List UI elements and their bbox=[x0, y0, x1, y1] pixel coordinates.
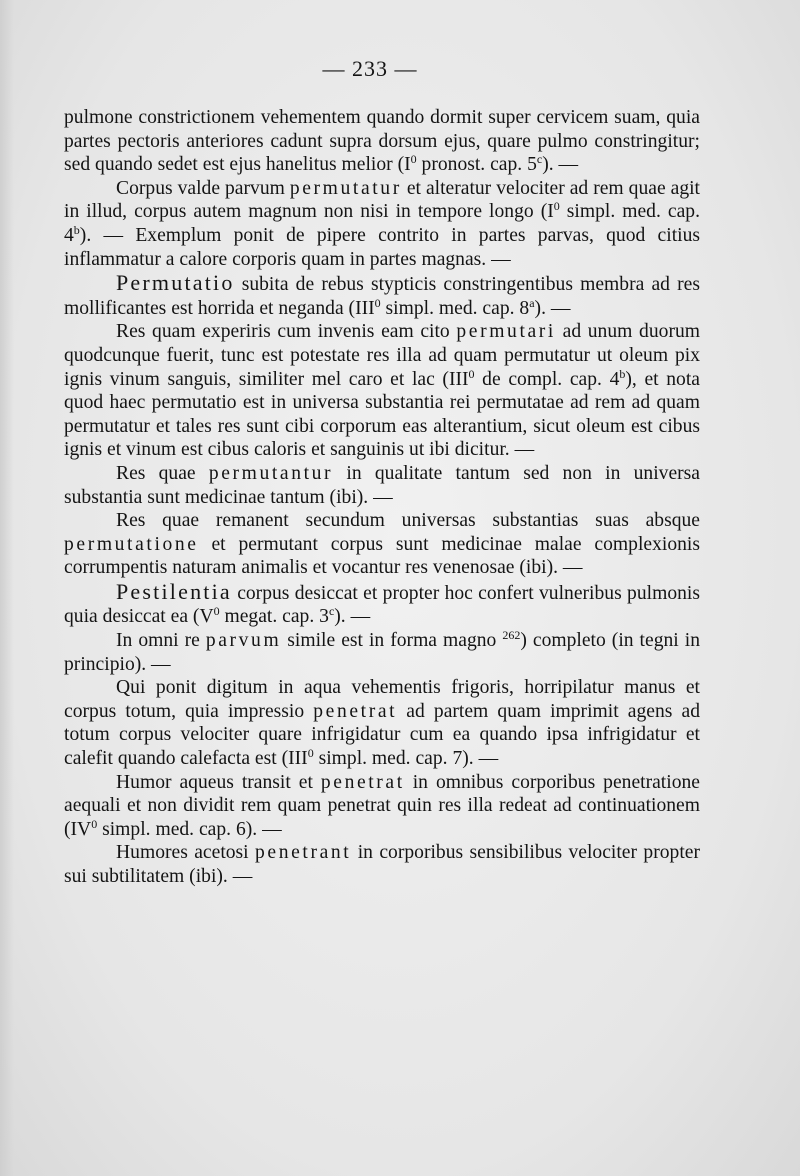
page-number: — 233 — bbox=[322, 56, 418, 81]
superscript: 0 bbox=[374, 295, 381, 310]
spaced-keyword: penetrat bbox=[313, 700, 398, 722]
superscript: c bbox=[328, 604, 335, 619]
text-run: et alteratur velociter ad rem quae agit in illud, corpus autem magnum non nisi in tempore longo (I bbox=[64, 177, 701, 223]
superscript: 0 bbox=[553, 199, 560, 214]
spaced-keyword: permutari bbox=[456, 321, 556, 343]
text-run: ad partem quam imprimit agens ad totum corpus velociter quare infrigidatur cum ea quando ipsa infrigidatur et calefit quando calefacta est (III bbox=[64, 700, 700, 770]
text-run: ). — Exemplum ponit de pipere contrito in partes parvas, quod citius inflammatur a calore corporis quam in partes magnas. — bbox=[64, 224, 700, 270]
paragraph bbox=[64, 580, 700, 629]
text-run: subita de rebus stypticis constringentibus membra ad res mollificantes est horrida et neganda (III bbox=[64, 274, 700, 319]
paragraph bbox=[64, 320, 700, 462]
spaced-keyword: parvum bbox=[205, 630, 282, 652]
paragraph bbox=[64, 841, 700, 888]
text-run: Qui ponit digitum in aqua vehementis frigoris, horripilatur manus et corpus totum, quia impressio bbox=[64, 677, 700, 722]
text-run: pronost. cap. 5 bbox=[416, 154, 537, 176]
text-run: et permutant corpus sunt medicinae malae complexionis corrumpentis naturam animalis et vocantur res venenosae (ibi). — bbox=[64, 533, 700, 579]
paragraph bbox=[64, 629, 700, 676]
text-run: simpl. med. cap. 6). — bbox=[97, 818, 282, 840]
spaced-keyword: Permutatio bbox=[116, 270, 235, 296]
paragraph bbox=[64, 509, 700, 580]
text-run: ). — bbox=[534, 297, 571, 319]
text-run: in corporibus sensibilibus velociter propter sui subtilitatem (ibi). — bbox=[64, 842, 700, 887]
paragraph bbox=[64, 771, 700, 842]
text-run: de compl. cap. 4 bbox=[474, 368, 620, 390]
superscript: b bbox=[619, 366, 626, 381]
text-run: simpl. med. cap. 4 bbox=[64, 201, 700, 246]
text-run: Res quae remanent secundum universas substantias suas absque bbox=[116, 510, 700, 532]
spaced-keyword: permutatur bbox=[289, 177, 402, 199]
text-run: Res quam experiris cum invenis eam cito bbox=[116, 321, 457, 343]
spaced-keyword: permutantur bbox=[208, 462, 334, 484]
text-run: ad unum duorum quodcunque fuerit, tunc est potestate res illa ad quam permutatur ut oleum pix ignis vinum sanguis, similiter mel caro et lac (III bbox=[64, 321, 701, 390]
text-run: ) completo (in tegni in principio). — bbox=[64, 630, 700, 675]
superscript: 0 bbox=[91, 816, 98, 831]
text-run: Res quae bbox=[116, 462, 209, 484]
spaced-keyword: Pestilentia bbox=[116, 578, 232, 604]
superscript: c bbox=[536, 152, 543, 167]
text-run: in qualitate tantum sed non in universa substantia sunt medicinae tantum (ibi). — bbox=[64, 462, 700, 508]
text-run: ), et nota quod haec permutatio est in universa substantia rei permutatae ad rem ad quam permutatur et tales res sunt cibi corporum eas alterantium, sicut oleum est cibus ignis et vinum est cibus caloris et sanguinis ut ibi dicitur. — bbox=[64, 368, 700, 461]
text-run: in omnibus corporibus penetratione aequali et non dividit rem quam penetrat quin res illa redeat ad continuationem (IV bbox=[64, 771, 700, 840]
text-run: corpus desiccat et propter hoc confert vulneribus pulmonis quia desiccat ea (V bbox=[64, 582, 700, 628]
superscript: 0 bbox=[410, 152, 417, 167]
paragraph bbox=[64, 271, 700, 320]
superscript: a bbox=[529, 295, 535, 310]
spaced-keyword: permutatione bbox=[64, 533, 199, 555]
text-run: In omni re bbox=[116, 630, 206, 652]
paragraph bbox=[64, 676, 700, 770]
text-run: simpl. med. cap. 8 bbox=[380, 297, 530, 319]
page-body-text bbox=[64, 106, 700, 889]
text-run: Humores acetosi bbox=[116, 842, 256, 864]
text-run: ). — bbox=[334, 606, 371, 628]
superscript: 0 bbox=[213, 604, 220, 619]
superscript: 0 bbox=[307, 746, 314, 761]
spaced-keyword: penetrant bbox=[255, 842, 352, 864]
paragraph bbox=[64, 177, 700, 271]
paragraph bbox=[64, 462, 700, 509]
text-run: ). — bbox=[542, 154, 579, 176]
text-run: Corpus valde parvum bbox=[116, 177, 290, 199]
superscript: 0 bbox=[468, 366, 475, 381]
superscript: 262 bbox=[502, 628, 521, 643]
text-run: simile est in forma magno bbox=[281, 630, 503, 652]
text-run: Humor aqueus transit et bbox=[116, 771, 321, 793]
paragraph bbox=[64, 106, 700, 177]
text-run: megat. cap. 3 bbox=[219, 606, 329, 628]
text-run: simpl. med. cap. 7). — bbox=[313, 748, 499, 770]
text-run: pulmone constrictionem vehementem quando dormit super cervicem suam, quia partes pectoris anteriores cadunt supra dorsum ejus, quare pulmo constringitur; sed quando sedet est ejus hanelitus melior (I bbox=[64, 107, 700, 176]
superscript: b bbox=[73, 222, 80, 237]
spaced-keyword: penetrat bbox=[320, 771, 405, 793]
